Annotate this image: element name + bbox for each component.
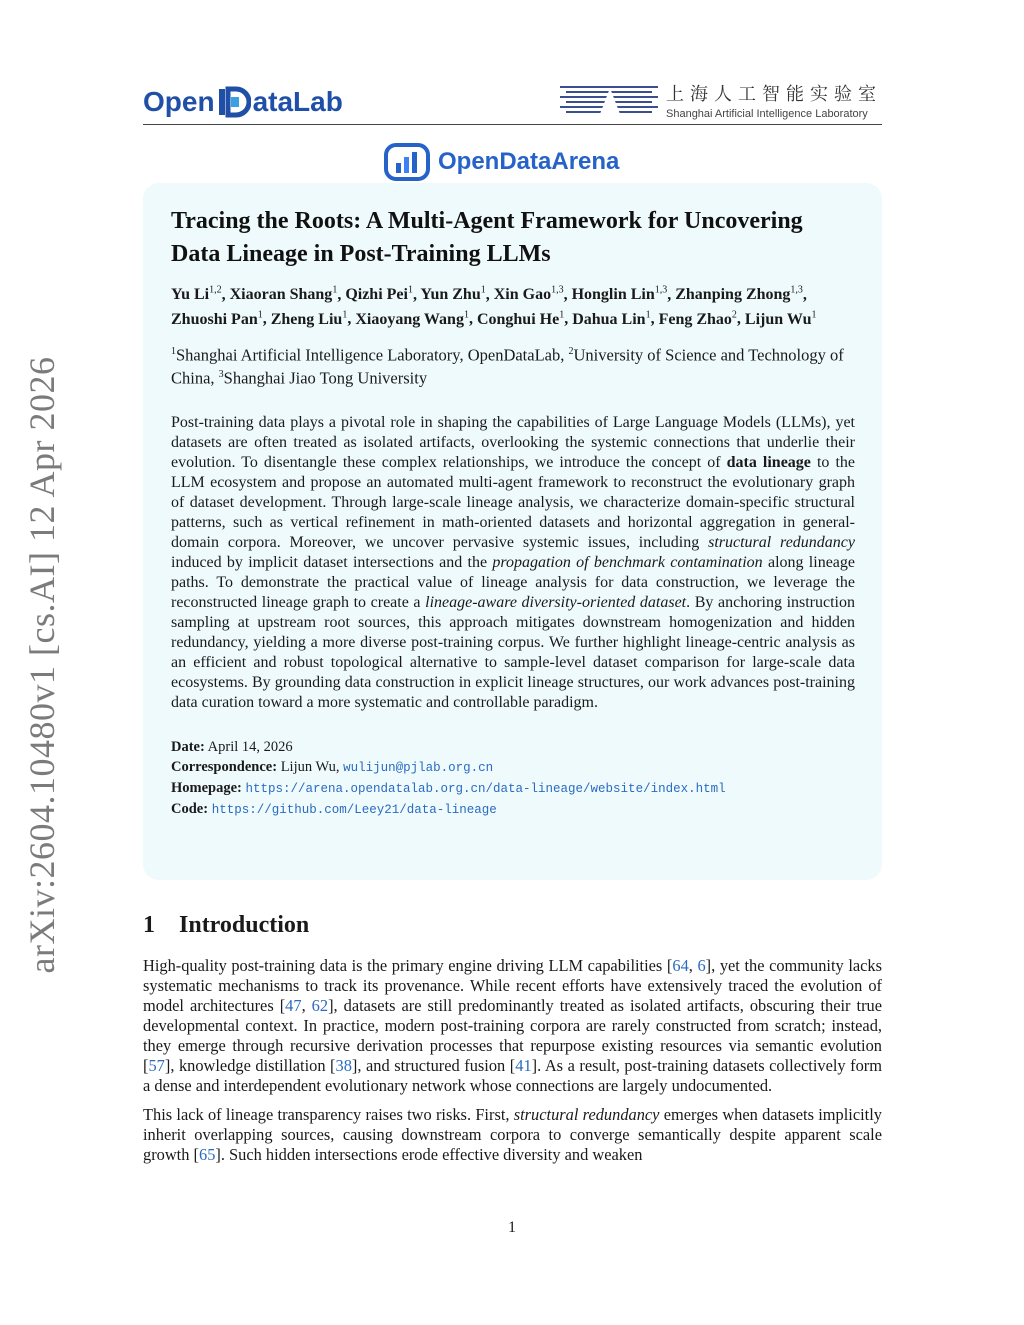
- meta-code: Code: https://github.com/Leey21/data-lineage: [171, 800, 497, 817]
- author-name: Honglin Lin$^{1,3}$: [571, 285, 668, 304]
- opendatalab-d-icon: [217, 85, 251, 119]
- introduction-body: [143, 956, 882, 1174]
- opendatalab-logo: [143, 82, 343, 122]
- shanghai-ai-lab-emblem-icon: [560, 82, 658, 118]
- intro-paragraph-2: This lack of lineage transparency raises two risks. First, structural redundancy emerges when datasets implicitly inherit overlapping sources, causing downstream corpora to converge semantically despite apparent scale growth [65]. Such hidden intersections erode effective diversity and weaken: [143, 1105, 882, 1164]
- citation-link[interactable]: 65: [199, 1145, 216, 1164]
- affiliation: University of Science and Technology of China,: [171, 345, 844, 388]
- header-divider: [143, 124, 882, 125]
- citation-link[interactable]: 64: [672, 956, 689, 975]
- author-name: Zhuoshi Pan$^1$: [171, 309, 263, 328]
- author-name: Conghui He$^1$: [476, 309, 565, 328]
- affiliations: $^1$Shanghai Artificial Intelligence Laboratory, OpenDataLab, $^2$University of Science and Technology of China, $^3$Shanghai Jiao Tong University: [171, 345, 844, 388]
- citation-link[interactable]: 41: [515, 1056, 532, 1075]
- author-name: Qizhi Pei$^1$: [345, 285, 413, 304]
- citation-link[interactable]: 62: [311, 996, 329, 1015]
- shanghai-ai-lab-cn: 上海人工智能实验室: [666, 84, 882, 104]
- author-name: Feng Zhao$^2$: [658, 309, 737, 328]
- author-name: Dahua Lin$^1$: [572, 309, 651, 328]
- abstract-card: [143, 183, 882, 880]
- arxiv-id: arXiv:2604.10480v1 [cs.AI] 12 Apr 2026: [22, 356, 62, 974]
- logo-text-atalab: ataLab: [252, 86, 343, 117]
- paper-meta: [171, 737, 855, 820]
- term-structural-redundancy: structural redundancy: [708, 533, 855, 551]
- term-data-lineage: data lineage: [726, 453, 811, 471]
- meta-date: Date: April 14, 2026: [171, 738, 293, 755]
- affiliation: Shanghai Jiao Tong University: [223, 368, 428, 388]
- abstract: Post-training data plays a pivotal role in shaping the capabilities of Large Language Models (LLMs), yet datasets are often treated as isolated artifacts, overlooking the systemic connections that underlie their evolution. To disentangle these complex relationships, we introduce the concept of data lineage to the LLM ecosystem and propose an automated multi-agent framework to reconstruct the evolutionary graph of dataset development. Through large-scale lineage analysis, we characterize domain-specific structural patterns, such as vertical refinement in math-oriented datasets and horizontal aggregation in general-domain corpora. Moreover, we uncover pervasive systemic issues, including structural redundancy induced by implicit dataset intersections and the propagation of benchmark contamination along lineage paths. To demonstrate the practical value of lineage analysis for data construction, we leverage the reconstructed lineage graph to create a lineage-aware diversity-oriented dataset. By anchoring instruction sampling at upstream root sources, this approach mitigates downstream homogenization and hidden redundancy, yielding a more diverse post-training corpus. We further highlight lineage-centric analysis as an efficient and robust topological alternative to sample-level dataset comparison for large-scale data ecosystems. By grounding data construction in explicit lineage structures, our work advances post-training data curation toward a more systematic and controllable paradigm.: [171, 413, 856, 711]
- paper-title: Tracing the Roots: A Multi-Agent Framework for Uncovering Data Lineage in Post-Training LLMs: [171, 208, 803, 267]
- author-name: Zhanping Zhong$^{1,3}$: [675, 285, 803, 304]
- author-name: Xiaoran Shang$^1$: [229, 285, 338, 304]
- citation-link[interactable]: 47: [285, 996, 302, 1015]
- term-lineage-aware-dataset: lineage-aware diversity-oriented dataset: [425, 593, 687, 611]
- affiliation: Shanghai Artificial Intelligence Laboratory, OpenDataLab,: [176, 345, 569, 365]
- citation-link[interactable]: 6: [697, 956, 706, 975]
- citation-link[interactable]: 57: [148, 1056, 165, 1075]
- homepage-link[interactable]: https://arena.opendatalab.org.cn/data-lineage/website/index.html: [245, 781, 726, 796]
- meta-homepage: Homepage: https://arena.opendatalab.org.cn/data-lineage/website/index.html: [171, 779, 726, 796]
- correspondence-email-link[interactable]: wulijun@pjlab.org.cn: [343, 760, 494, 775]
- opendataarena-logo: [384, 142, 619, 182]
- author-name: Yu Li$^{1,2}$: [171, 285, 222, 304]
- logo-text-open: Open: [143, 86, 215, 117]
- arxiv-stamp: [12, 356, 72, 974]
- code-link[interactable]: https://github.com/Leey21/data-lineage: [211, 802, 497, 817]
- author-name: Xiaoyang Wang$^1$: [355, 309, 469, 328]
- author-name: Yun Zhu$^1$: [420, 285, 486, 304]
- page-number: 1: [508, 1219, 516, 1236]
- section-heading-introduction: 1 Introduction: [143, 912, 310, 938]
- term-benchmark-contamination: propagation of benchmark contamination: [492, 553, 763, 571]
- page-header: [143, 76, 882, 126]
- intro-paragraph-1: High-quality post-training data is the primary engine driving LLM capabilities [64, 6], yet the community lacks systematic mechanisms to track its provenance. While recent efforts have extensively traced the evolution of model architectures [47, 62], datasets are still predominantly treated as isolated artifacts, obscuring their true developmental context. In practice, modern post-training corpora are rarely constructed from scratch; instead, they emerge through recursive derivation processes that repurpose existing resources via semantic evolution [57], knowledge distillation [38], and structured fusion [41]. As a result, post-training datasets collectively form a dense and interdependent evolutionary network whose connections are largely undocumented.: [143, 956, 883, 1095]
- author-list: Yu Li$^{1,2}$, Xiaoran Shang$^1$, Qizhi Pei$^1$, Yun Zhu$^1$, Xin Gao$^{1,3}$, Honglin Lin$^{1,3}$, Zhanping Zhong$^{1,3}$, Zhuoshi Pan$^1$, Zheng Liu$^1$, Xiaoyang Wang$^1$, Conghui He$^1$, Dahua Lin$^1$, Feng Zhao$^2$, Lijun Wu$^1$: [171, 285, 817, 328]
- emphasis-term: structural redundancy: [513, 1105, 660, 1124]
- author-name: Xin Gao$^{1,3}$: [493, 285, 564, 304]
- author-name: Zheng Liu$^1$: [270, 309, 348, 328]
- shanghai-ai-lab-logo: [560, 78, 882, 122]
- opendataarena-text: OpenDataArena: [438, 148, 620, 175]
- shanghai-ai-lab-en: Shanghai Artificial Intelligence Laboratory: [666, 108, 868, 120]
- citation-link[interactable]: 38: [335, 1056, 352, 1075]
- author-name: Lijun Wu$^1$: [744, 309, 817, 328]
- opendataarena-icon: [384, 143, 430, 181]
- meta-correspondence: Correspondence: Lijun Wu, wulijun@pjlab.org.cn: [171, 758, 494, 775]
